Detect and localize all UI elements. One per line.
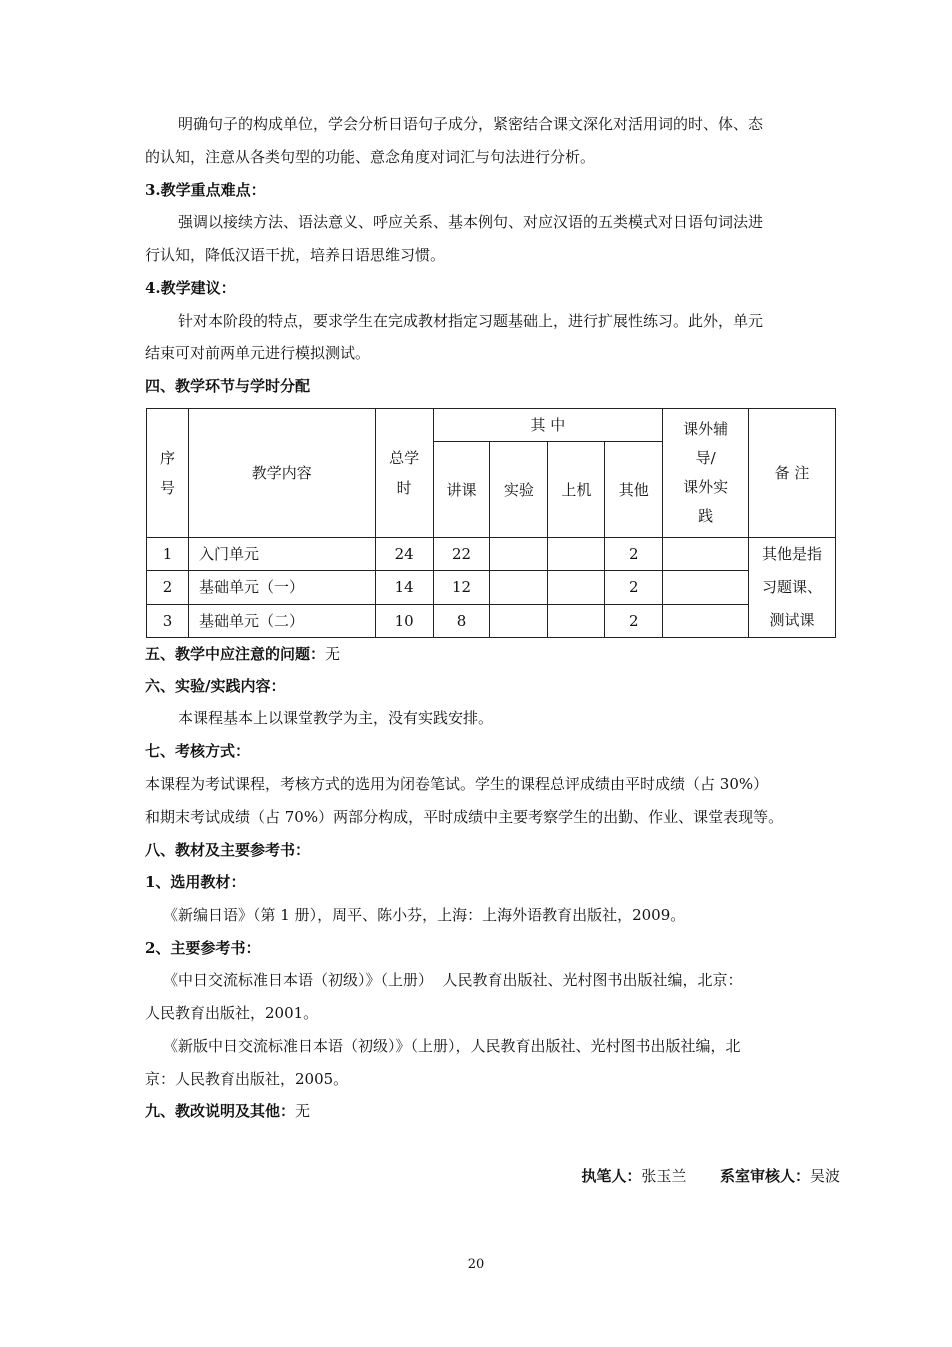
author-label: 执笔人： [581, 1167, 642, 1185]
part8-sub1-heading: 1、选用教材： [145, 873, 246, 891]
section3-heading: 3.教学重点难点： [145, 181, 266, 199]
header-other: 其他 [605, 442, 663, 538]
signature-line [581, 1165, 840, 1187]
section3-line2: 行认知，降低汉语干扰，培养日语思维习惯。 [145, 246, 446, 264]
part6-heading: 六、实验/实践内容： [145, 677, 286, 695]
part8-heading: 八、教材及主要参考书： [145, 841, 311, 859]
table-header-row-1 [147, 409, 836, 442]
header-of-which: 其 中 [433, 409, 663, 442]
part6-line1: 本课程基本上以课堂教学为主，没有实践安排。 [178, 709, 494, 727]
header-experiment: 实验 [490, 442, 548, 538]
part7-line2: 和期末考试成绩（占 70%）两部分构成，平时成绩中主要考察学生的出勤、作业、课堂表现等。 [145, 808, 784, 826]
header-note: 备 注 [749, 409, 836, 538]
table-row: 1 入门单元 24 22 2 其他是指 习题课、 测试课 [147, 538, 836, 571]
reviewer-name: 吴波 [809, 1167, 840, 1185]
para1-line2: 的认知，注意从各类句型的功能、意念角度对词汇与句法进行分析。 [145, 148, 596, 166]
table-row: 2 基础单元（一） 14 12 2 [147, 571, 836, 604]
reference1-line1: 《中日交流标准日本语（初级）》（上册） 人民教育出版社、光村图书出版社编，北京： [163, 971, 743, 989]
part7-line1: 本课程为考试课程，考核方式的选用为闭卷笔试。学生的课程总评成绩由平时成绩（占 30%） [145, 775, 769, 793]
reference2-line1: 《新版中日交流标准日本语（初级）》（上册），人民教育出版社、光村图书出版社编，北 [163, 1037, 741, 1055]
reference1-line2: 人民教育出版社，2001。 [145, 1004, 319, 1022]
header-computer: 上机 [548, 442, 605, 538]
reviewer-label: 系室审核人： [719, 1167, 810, 1185]
part8-sub2-heading: 2、主要参考书： [145, 939, 261, 957]
header-seq: 序 号 [147, 409, 189, 538]
schedule-table [146, 408, 836, 638]
header-extracurricular: 课外辅 导/ 课外实 践 [663, 409, 749, 538]
part9-value: 无 [295, 1102, 311, 1120]
header-total-hours: 总学 时 [375, 409, 433, 538]
page-number: 20 [467, 1257, 485, 1272]
part5-heading: 五、教学中应注意的问题：无 [145, 645, 341, 663]
part5-value: 无 [325, 645, 341, 663]
part4-heading: 四、教学环节与学时分配 [145, 377, 311, 395]
reference2-line2: 京：人民教育出版社，2005。 [145, 1070, 349, 1088]
textbook-line: 《新编日语》（第 1 册），周平、陈小芬，上海：上海外语教育出版社，2009。 [163, 906, 686, 924]
section4-line2: 结束可对前两单元进行模拟测试。 [145, 344, 371, 362]
note-cell: 其他是指 习题课、 测试课 [749, 538, 836, 638]
section4-heading: 4.教学建议： [145, 279, 236, 297]
section3-line1: 强调以接续方法、语法意义、呼应关系、基本例句、对应汉语的五类模式对日语句词法进 [178, 213, 764, 231]
section4-line1: 针对本阶段的特点，要求学生在完成教材指定习题基础上，进行扩展性练习。此外，单元 [178, 312, 764, 330]
author-name: 张玉兰 [641, 1167, 687, 1185]
table-row: 3 基础单元（二） 10 8 2 [147, 604, 836, 637]
para1-line1: 明确句子的构成单位，学会分析日语句子成分，紧密结合课文深化对活用词的时、体、态 [178, 115, 764, 133]
part7-heading: 七、考核方式： [145, 742, 251, 760]
header-lecture: 讲课 [433, 442, 490, 538]
header-content: 教学内容 [188, 409, 375, 538]
part9-heading: 九、教改说明及其他：无 [145, 1102, 311, 1120]
